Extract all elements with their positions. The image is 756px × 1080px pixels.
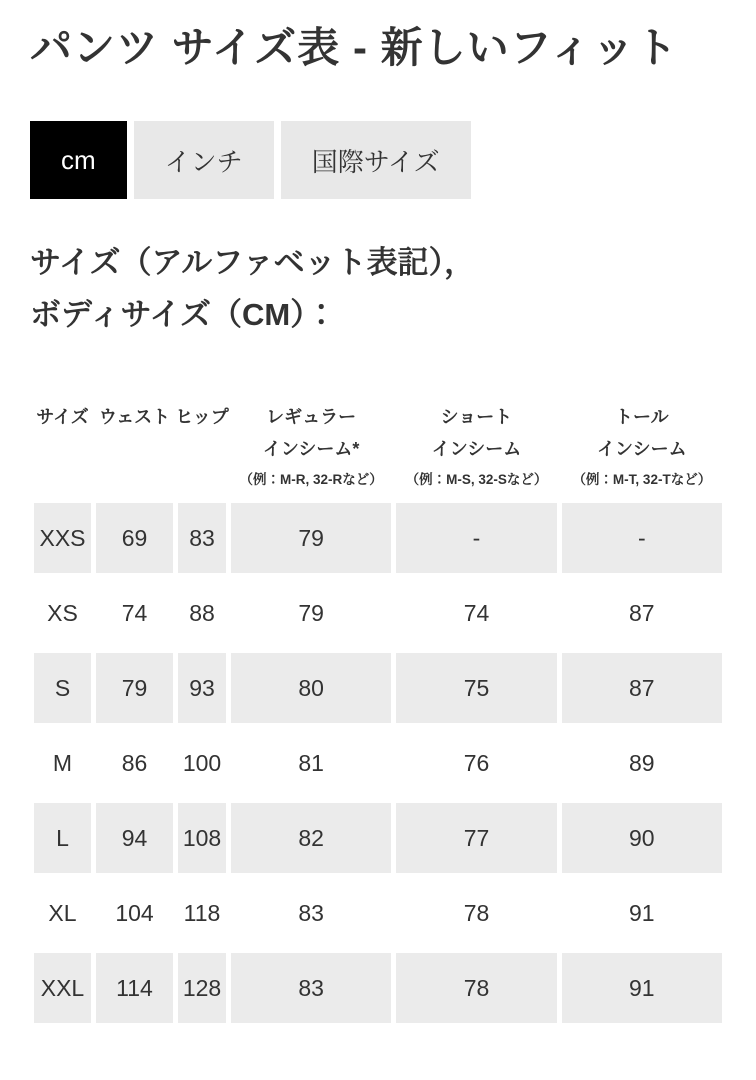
waist-value: 114 bbox=[96, 953, 173, 1023]
subtitle-line-1: サイズ（アルファベット表記）， bbox=[30, 245, 476, 280]
short-inseam-value: 78 bbox=[463, 899, 490, 926]
tall-inseam-value: - bbox=[562, 503, 722, 573]
regular-inseam-value: 79 bbox=[298, 599, 324, 626]
hip-value: 100 bbox=[182, 749, 222, 776]
regular-inseam-value: 79 bbox=[231, 503, 391, 573]
short-inseam-value: - bbox=[396, 503, 556, 573]
table-row-xxl bbox=[34, 953, 722, 1023]
unit-tabs bbox=[30, 121, 726, 199]
size-table bbox=[34, 401, 722, 1023]
hip-value: 93 bbox=[178, 653, 226, 723]
column-header-size: サイズ bbox=[36, 407, 89, 427]
regular-inseam-value: 83 bbox=[298, 899, 324, 926]
tab-inches[interactable]: インチ bbox=[134, 121, 274, 199]
waist-value: 74 bbox=[121, 599, 148, 626]
page-title: パンツ サイズ表 - 新しいフィット bbox=[30, 24, 679, 71]
table-row-m bbox=[34, 728, 722, 798]
regular-inseam-value: 81 bbox=[298, 749, 324, 776]
tall-inseam-value: 89 bbox=[629, 749, 655, 776]
short-inseam-value: 74 bbox=[463, 599, 490, 626]
column-header-waist: ウェスト bbox=[98, 407, 171, 427]
table-row-xs bbox=[34, 578, 722, 648]
regular-inseam-value: 82 bbox=[231, 803, 391, 873]
size-label: XS bbox=[47, 599, 78, 626]
short-inseam-value: 75 bbox=[396, 653, 556, 723]
table-row-l bbox=[34, 803, 722, 873]
hip-value: 83 bbox=[178, 503, 226, 573]
short-inseam-value: 76 bbox=[463, 749, 490, 776]
hip-value: 108 bbox=[178, 803, 226, 873]
tall-inseam-value: 87 bbox=[629, 599, 655, 626]
table-row-xl bbox=[34, 878, 722, 948]
short-inseam-value: 78 bbox=[396, 953, 556, 1023]
tall-inseam-value: 87 bbox=[562, 653, 722, 723]
table-header-row bbox=[34, 401, 722, 495]
waist-value: 69 bbox=[96, 503, 173, 573]
hip-value: 128 bbox=[178, 953, 226, 1023]
size-label: L bbox=[34, 803, 91, 873]
column-header-tall-inseam: トール インシーム （例：M-T, 32-Tなど） bbox=[572, 407, 712, 487]
section-subtitle bbox=[30, 237, 726, 341]
subtitle-line-2: ボディサイズ（CM）： bbox=[30, 297, 337, 332]
size-label: S bbox=[34, 653, 91, 723]
hip-value: 88 bbox=[189, 599, 215, 626]
waist-value: 94 bbox=[96, 803, 173, 873]
column-header-short-inseam: ショート インシーム （例：M-S, 32-Sなど） bbox=[405, 407, 548, 487]
column-header-regular-inseam: レギュラー インシーム* （例：M-R, 32-Rなど） bbox=[239, 407, 383, 487]
table-row-s bbox=[34, 653, 722, 723]
waist-value: 104 bbox=[115, 899, 154, 926]
tall-inseam-value: 91 bbox=[629, 899, 655, 926]
waist-value: 86 bbox=[121, 749, 148, 776]
tab-cm[interactable]: cm bbox=[30, 121, 127, 199]
tall-inseam-value: 90 bbox=[562, 803, 722, 873]
regular-inseam-value: 83 bbox=[231, 953, 391, 1023]
hip-value: 118 bbox=[183, 899, 221, 926]
size-label: XXL bbox=[34, 953, 91, 1023]
regular-inseam-value: 80 bbox=[231, 653, 391, 723]
table-row-xxs bbox=[34, 503, 722, 573]
short-inseam-value: 77 bbox=[396, 803, 556, 873]
column-header-hip: ヒップ bbox=[175, 407, 229, 427]
tab-international-size[interactable]: 国際サイズ bbox=[281, 121, 471, 199]
size-label: XXS bbox=[34, 503, 91, 573]
pants-size-chart-page bbox=[0, 16, 756, 1080]
size-label: M bbox=[52, 749, 73, 776]
tall-inseam-value: 91 bbox=[562, 953, 722, 1023]
size-label: XL bbox=[48, 899, 77, 926]
waist-value: 79 bbox=[96, 653, 173, 723]
